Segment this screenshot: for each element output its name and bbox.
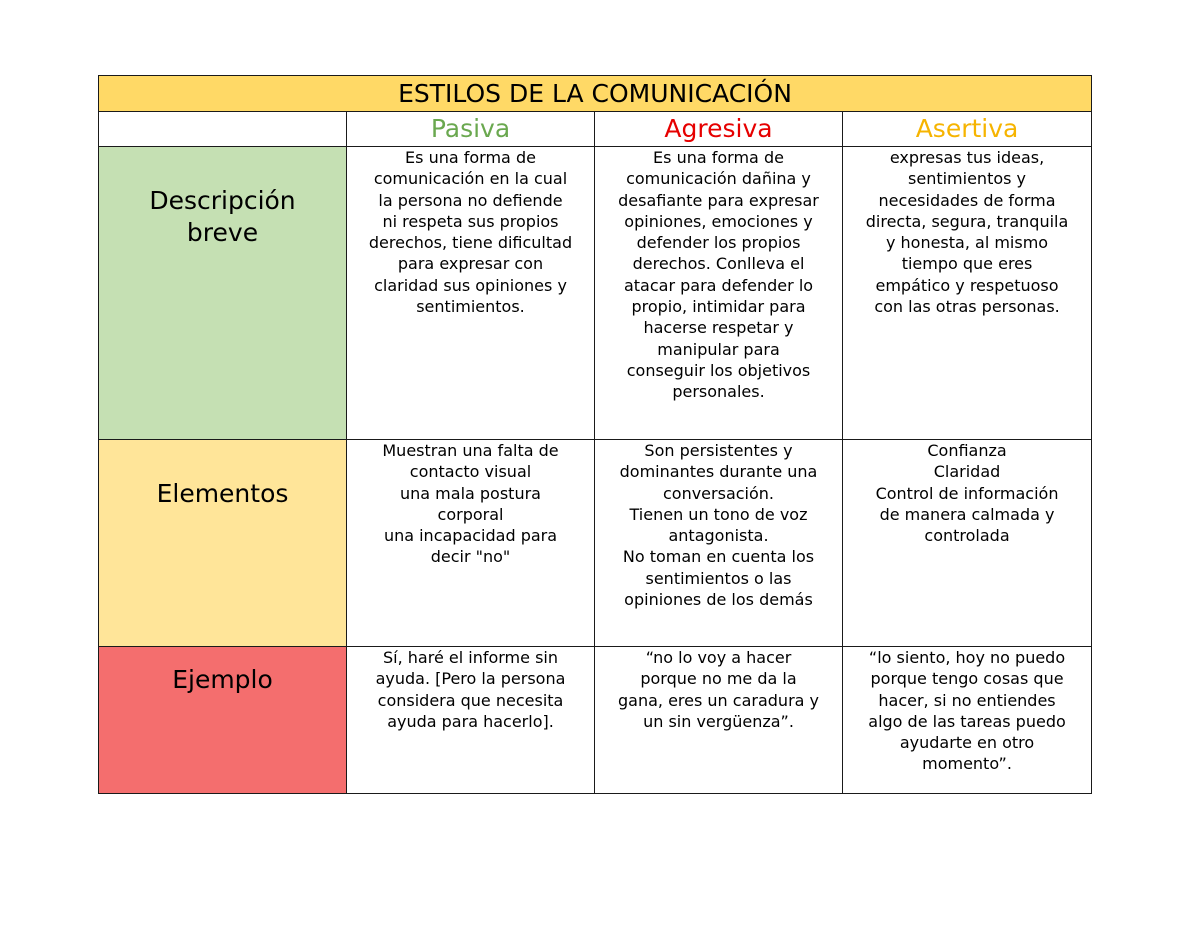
cell-elementos-asertiva: Confianza Claridad Control de información de manera calmada y controlada (843, 440, 1092, 647)
cell-ejemplo-agresiva: “no lo voy a hacer porque no me da la gana, eres un caradura y un sin vergüenza”. (595, 647, 843, 794)
table-row-descripcion (99, 147, 1092, 440)
row-label-descripcion (99, 147, 347, 440)
cell-ejemplo-pasiva: Sí, haré el informe sin ayuda. [Pero la persona considera que necesita ayuda para hacerlo]. (347, 647, 595, 794)
communication-styles-table (98, 75, 1092, 794)
header-row (99, 112, 1092, 147)
header-empty (99, 112, 347, 147)
row-label-text: Descripción breve (149, 186, 296, 247)
cell-elementos-agresiva: Son persistentes y dominantes durante una conversación. Tienen un tono de voz antagonista. No toman en cuenta los sentimientos o las opiniones de los demás (595, 440, 843, 647)
header-pasiva: Pasiva (347, 112, 595, 147)
row-label-ejemplo: Ejemplo (99, 647, 347, 794)
header-asertiva: Asertiva (843, 112, 1092, 147)
cell-descripcion-asertiva: expresas tus ideas, sentimientos y necesidades de forma directa, segura, tranquila y honesta, al mismo tiempo que eres empático y respetuoso con las otras personas. (843, 147, 1092, 440)
cell-descripcion-pasiva: Es una forma de comunicación en la cual la persona no defiende ni respeta sus propios derechos, tiene dificultad para expresar con claridad sus opiniones y sentimientos. (347, 147, 595, 440)
cell-ejemplo-asertiva: “lo siento, hoy no puedo porque tengo cosas que hacer, si no entiendes algo de las tareas puedo ayudarte en otro momento”. (843, 647, 1092, 794)
table-row-elementos (99, 440, 1092, 647)
title-row (99, 76, 1092, 112)
cell-elementos-pasiva: Muestran una falta de contacto visual una mala postura corporal una incapacidad para decir "no" (347, 440, 595, 647)
table-title: ESTILOS DE LA COMUNICACIÓN (99, 76, 1092, 112)
cell-descripcion-agresiva: Es una forma de comunicación dañina y desafiante para expresar opiniones, emociones y defender los propios derechos. Conlleva el atacar para defender lo propio, intimidar para hacerse respetar y manipular para conseguir los objetivos personales. (595, 147, 843, 440)
row-label-elementos: Elementos (99, 440, 347, 647)
table-row-ejemplo (99, 647, 1092, 794)
header-agresiva: Agresiva (595, 112, 843, 147)
